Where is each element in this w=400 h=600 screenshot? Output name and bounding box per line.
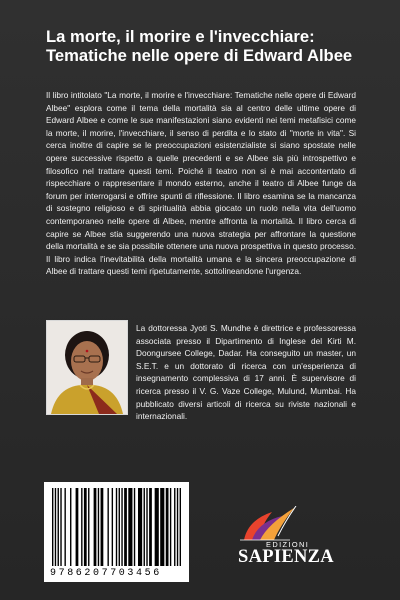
isbn-number: 9786207703456 — [50, 568, 162, 579]
author-portrait-icon — [47, 321, 127, 414]
feather-quill-logo-icon — [238, 506, 298, 542]
publisher-name: SAPIENZA — [238, 547, 334, 567]
book-title: La morte, il morire e l'invecchiare: Tematiche nelle opere di Edward Albee — [46, 27, 353, 65]
publisher-imprint-label: EDIZIONI — [266, 540, 310, 549]
author-bio: La dottoressa Jyoti S. Mundhe è direttrice e professoressa associata presso il Dipartimento di Inglese del Kirti M. Doongursee College, Dadar. Ha conseguito un master, un S.E.T. e un dottorato di ricerca con un'esperienza di insegnamento complessiva di 17 anni. È supervisore di ricerca presso il V. G. Vaze College, Mulund, Mumbai. Ha pubblicato diversi articoli di ricerca su riviste nazionali e internazionali. — [136, 323, 356, 422]
author-photo — [46, 320, 128, 415]
isbn-barcode — [44, 482, 189, 582]
publisher-logo-block — [236, 506, 352, 572]
barcode-icon — [52, 488, 181, 566]
book-summary: Il libro intitolato "La morte, il morire e l'invecchiare: Tematiche nelle opere di Edward Albee" esplora come il tema della mortalità sia al centro delle ultime opere di Edward Albee e come le sue manifestazioni siano evidenti nei temi metafisici come la morte, il morire, l'invecchiare, il senso di perdita e lo stato di "morte in vita". Si cerca inoltre di capire se le preoccupazioni esistenzialiste si siano spostate nelle opere successive rispetto a quelle precedenti e se Albee sia più introspettivo e filosofico nel trattare questi temi. Poiché il teatro non si è mai accontentato di rispecchiare o rappresentare il mondo esterno, anche il teatro di Albee funge da forum per interrogarsi e offrire spunti di riflessione. Il libro esamina se la mancanza di sostegno religioso e di spiritualità abbia giocato un ruolo nella vita dell'uomo contemporaneo nelle opere di Albee, mentre affronta la mortalità. Il libro cerca di capire se Albee stia suggerendo una nuova strategia per affrontare la questione della mortalità e se sia possibile ottenere una nuova prospettiva in questo processo. Il libro indica l'inevitabilità della mortalità umana e la sincera preoccupazione di Albee di trattare questi temi ripetutamente, sottolineandone l'urgenza. — [46, 90, 356, 277]
